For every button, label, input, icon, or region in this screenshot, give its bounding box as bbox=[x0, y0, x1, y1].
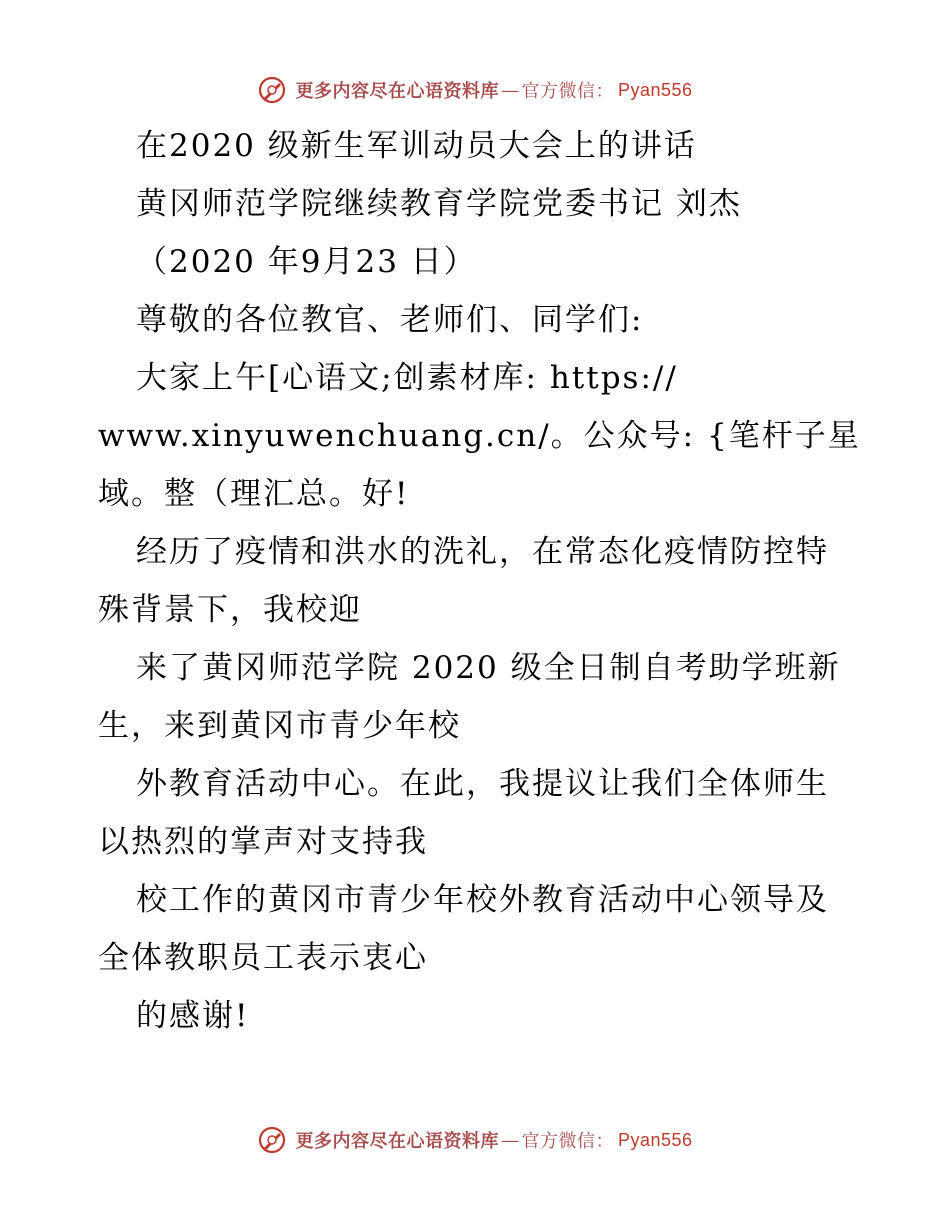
banner-brand: 更多内容尽在心语资料库 bbox=[295, 81, 499, 102]
document-body bbox=[98, 122, 861, 1040]
quill-circle-logo-icon bbox=[257, 1125, 287, 1155]
doc-paragraph-line: 域。整（理汇总。好! bbox=[98, 476, 410, 512]
banner-official-label: 官方微信： bbox=[521, 1131, 614, 1152]
doc-paragraph-line: 以热烈的掌声对支持我 bbox=[98, 824, 428, 860]
doc-paragraph-line: 来了黄冈师范学院 2020 级全日制自考助学班新 bbox=[136, 650, 841, 686]
doc-paragraph-line: 校工作的黄冈市青少年校外教育活动中心领导及 bbox=[136, 882, 829, 918]
doc-paragraph-line: 殊背景下，我校迎 bbox=[98, 592, 362, 628]
doc-title: 在2020 级新生军训动员大会上的讲话 bbox=[136, 128, 697, 164]
banner-wechat-id: Pyan556 bbox=[617, 79, 693, 100]
doc-author: 黄冈师范学院继续教育学院党委书记 刘杰 bbox=[136, 186, 742, 222]
quill-circle-logo-icon bbox=[257, 75, 287, 105]
banner-dash: — bbox=[500, 79, 520, 101]
doc-paragraph-line: 外教育活动中心。在此，我提议让我们全体师生 bbox=[136, 766, 829, 802]
doc-paragraph-line: 经历了疫情和洪水的洗礼，在常态化疫情防控特 bbox=[136, 534, 829, 570]
doc-date: （2020 年9月23 日） bbox=[136, 244, 477, 280]
header-banner bbox=[0, 70, 950, 110]
doc-paragraph-line: 生，来到黄冈市青少年校 bbox=[98, 708, 461, 744]
doc-paragraph-line: www.xinyuwenchuang.cn/。公众号: {笔杆子星 bbox=[98, 418, 861, 454]
banner-wechat-id: Pyan556 bbox=[617, 1129, 693, 1150]
doc-paragraph-line: 全体教职员工表示衷心 bbox=[98, 940, 428, 976]
doc-paragraph-line: 大家上午[心语文;创素材库: https:// bbox=[136, 360, 678, 396]
banner-dash: — bbox=[500, 1129, 520, 1151]
banner-official-label: 官方微信： bbox=[521, 81, 614, 102]
doc-salutation: 尊敬的各位教官、老师们、同学们: bbox=[136, 302, 644, 338]
doc-paragraph-line: 的感谢! bbox=[136, 998, 250, 1034]
footer-banner bbox=[0, 1120, 950, 1160]
banner-brand: 更多内容尽在心语资料库 bbox=[295, 1131, 499, 1152]
